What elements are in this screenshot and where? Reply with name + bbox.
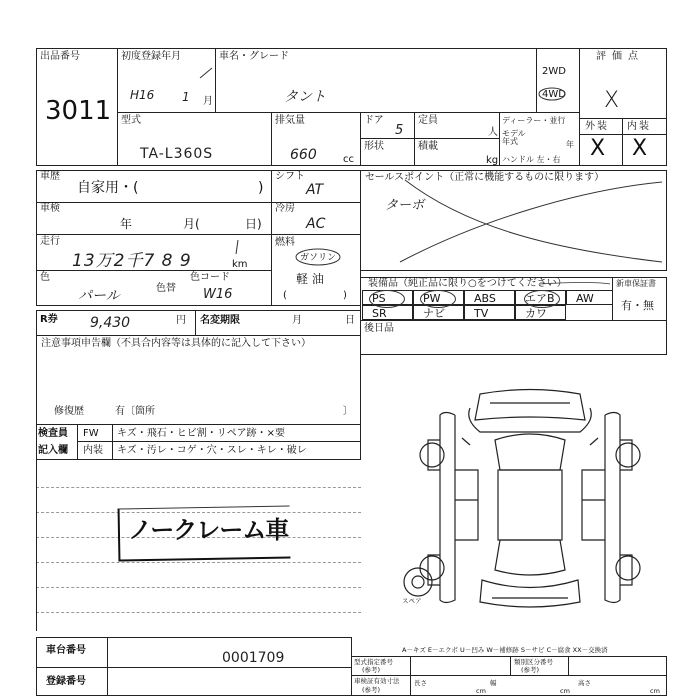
dimension-label: 車検証有効寸法: [354, 677, 400, 685]
exterior-mark: X: [590, 136, 606, 161]
ref2: (参考): [521, 666, 540, 674]
cooling-value: AC: [306, 216, 326, 232]
interior-mark: X: [632, 136, 648, 161]
car-diagram: [404, 390, 640, 608]
recycle-value: 9,430: [90, 315, 131, 331]
equipment-label: 装備品（純正品に限り○をつけてください）: [368, 278, 567, 289]
warranty-label: 新車保証書: [616, 279, 656, 288]
inspection-label: 車検: [40, 203, 60, 214]
lot-number-value: 3011: [45, 96, 112, 126]
score-label: 評価点: [596, 51, 644, 62]
inspector-row1: キズ・飛石・ヒビ割・リペア跡・×要: [117, 428, 285, 439]
year-unit: 年: [566, 140, 574, 149]
load-label: 積載: [418, 141, 438, 152]
chassis-value: 0001709: [222, 650, 285, 666]
first-reg-era: H16: [130, 88, 155, 102]
cooling-label: 冷房: [275, 203, 295, 214]
drive-2wd: 2WD: [542, 66, 566, 77]
sales-points-label: セールスポイント（正常に機能するものに限ります）: [365, 172, 605, 183]
interior-label: 内装: [627, 121, 651, 132]
score-overall-mark: X: [604, 88, 620, 113]
no-claim-text: ノークレーム車: [128, 515, 289, 544]
model-label: 型式: [121, 115, 141, 126]
shift-label: シフト: [275, 171, 305, 182]
fuel-diesel: 軽 油: [296, 272, 324, 286]
sales-points-value: ターボ: [385, 198, 425, 213]
car-name-value: タント: [284, 89, 326, 105]
inspection-month: 月(: [183, 217, 200, 231]
cm2: cm: [560, 687, 570, 695]
history-close: ): [258, 180, 264, 196]
model-year-label: モデル年式: [502, 129, 526, 146]
inspection-day: 日): [245, 217, 262, 231]
history-label: 車歴: [40, 171, 60, 182]
equipment-item: SR: [372, 307, 387, 320]
equipment-item: カワ: [525, 307, 547, 320]
lot-number-label: 出品番号: [40, 51, 80, 62]
equipment-item: AW: [576, 292, 594, 305]
category-label: 類別区分番号: [514, 658, 553, 666]
drive-4wd: 4WD: [542, 89, 566, 100]
model-designation-label: 型式指定番号: [354, 658, 393, 666]
height-label: 高さ: [578, 679, 591, 687]
ref1: (参考): [362, 666, 381, 674]
displacement-value: 660: [290, 147, 317, 163]
fuel-label: 燃料: [275, 237, 295, 248]
capacity-unit: 人: [488, 127, 498, 138]
notes-label: 注意事項申告欄（不具合内容等は具体的に記入して下さい）: [41, 338, 311, 349]
model-value: TA-L360S: [140, 146, 214, 162]
shift-value: AT: [306, 182, 324, 198]
handle-label: ハンドル 左・右: [502, 155, 561, 164]
mileage-label: 走行: [40, 236, 60, 247]
color-value: パール: [78, 288, 120, 304]
first-reg-month-unit: 月: [203, 96, 213, 107]
name-change-day: 日: [345, 315, 355, 326]
chassis-label: 車台番号: [46, 645, 86, 656]
length-label: 長さ: [414, 679, 427, 687]
displacement-unit: cc: [343, 154, 354, 165]
history-value: 自家用・(: [77, 180, 139, 196]
damage-legend: A－キズ E－エクボ U－凹み W－補修跡 S－サビ C－腐食 XX－交換済: [402, 646, 608, 654]
color-code-label: 色コード: [190, 272, 230, 283]
equipment-item: ABS: [474, 292, 496, 305]
repair-label: 修復歴: [54, 406, 84, 417]
after-reg-label: 後日品: [364, 323, 394, 334]
mileage-value: 13万2千7 8 9: [72, 251, 192, 271]
equipment-item: TV: [474, 307, 489, 320]
equipment-item: ナビ: [423, 307, 445, 320]
mileage-unit: km: [232, 259, 248, 270]
recycle-unit: 円: [176, 315, 186, 326]
inspector-label2: 記入欄: [38, 445, 68, 456]
ref3: (参考): [362, 686, 381, 694]
name-change-month: 月: [292, 315, 302, 326]
color-change-label: 色替: [156, 283, 176, 294]
fuel-paren-close: ): [343, 290, 347, 301]
equipment-item: PW: [423, 292, 441, 305]
equipment-item: エアB: [525, 292, 555, 305]
recycle-label: R券: [40, 314, 58, 325]
fuel-paren-open: (: [283, 290, 287, 301]
registration-label: 登録番号: [46, 676, 86, 687]
inspector-row1-tag: FW: [83, 428, 99, 439]
load-unit: kg: [486, 155, 499, 166]
cm3: cm: [650, 687, 660, 695]
repair-value: 有〔箇所: [115, 406, 155, 417]
exterior-label: 外装: [585, 121, 609, 132]
doors-value: 5: [395, 123, 404, 138]
shape-label: 形状: [364, 141, 384, 152]
fuel-gasoline: ガソリン: [300, 253, 337, 263]
displacement-label: 排気量: [275, 115, 305, 126]
capacity-label: 定員: [418, 115, 438, 126]
warranty-value: 有・無: [621, 299, 654, 312]
first-reg-month-value: 1: [182, 90, 190, 104]
first-reg-label: 初度登録年月: [121, 51, 181, 62]
equipment-item: PS: [372, 292, 386, 305]
inspection-year: 年: [120, 217, 133, 231]
doors-label: ドア: [364, 115, 384, 126]
car-name-label: 車名・グレード: [219, 51, 289, 62]
color-code-value: W16: [203, 287, 233, 302]
width-label: 幅: [490, 679, 497, 687]
inspector-label1: 検査員: [38, 428, 68, 439]
repair-close: 〕: [343, 406, 353, 417]
cm1: cm: [476, 687, 486, 695]
inspector-row2-tag: 内装: [83, 445, 103, 456]
dealer-label: ディーラー・並行: [502, 116, 566, 125]
color-label: 色: [40, 272, 50, 283]
name-change-label: 名変期限: [200, 315, 240, 326]
spare-label: スペア: [402, 597, 422, 605]
inspector-row2: キズ・汚レ・コゲ・穴・スレ・キレ・破レ: [117, 445, 307, 456]
